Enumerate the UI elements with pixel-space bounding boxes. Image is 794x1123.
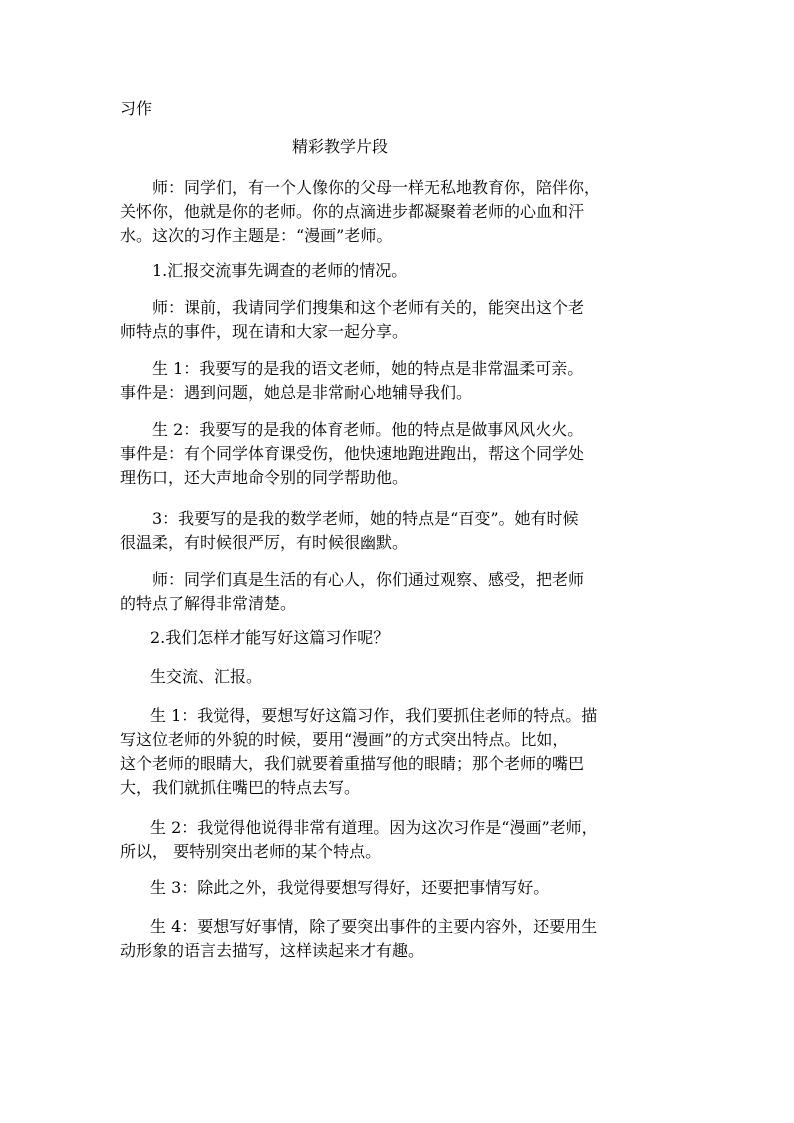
paragraph-line: 水。这次的习作主题是：“漫画”老师。 [120, 226, 393, 245]
paragraph-line: 1.汇报交流事先调查的老师的情况。 [152, 261, 408, 280]
paragraph-line: 关怀你，他就是你的老师。你的点滴进步都凝聚着老师的心血和汗 [120, 202, 585, 221]
section-heading: 习作 [120, 99, 153, 118]
paragraph-line: 事件是：遇到问题，她总是非常耐心地辅导我们。 [120, 383, 473, 402]
paragraph-line: 生 1：我觉得，要想写好这篇习作，我们要抓住老师的特点。描 [150, 706, 598, 725]
paragraph-line: 很温柔，有时候很严厉，有时候很幽默。 [120, 533, 409, 552]
paragraph-line: 这个老师的眼睛大，我们就要着重描写他的眼睛；那个老师的嘴巴 [120, 754, 585, 773]
paragraph-line: 动形象的语言去描写，这样读起来才有趣。 [120, 941, 425, 960]
paragraph-line: 所以， 要特别突出老师的某个特点。 [120, 842, 382, 861]
paragraph-teacher-summary [120, 568, 680, 616]
paragraph-line: 2.我们怎样才能写好这篇习作呢？ [150, 628, 390, 647]
paragraph-line: 3：我要写的是我的数学老师，她的特点是“百变”。她有时候 [152, 509, 579, 528]
paragraph-line: 师：课前，我请同学们搜集和这个老师有关的，能突出这个老 [152, 298, 585, 317]
paragraph-student-4-answer [120, 915, 680, 963]
paragraph-line: 的特点了解得非常清楚。 [120, 594, 297, 613]
paragraph-teacher-intro [120, 176, 680, 248]
paragraph-step-1 [120, 259, 680, 283]
paragraph-student-2 [120, 418, 680, 490]
paragraph-line: 师：同学们真是生活的有心人，你们通过观察、感受，把老师 [152, 570, 585, 589]
paragraph-line: 生 1：我要写的是我的语文老师，她的特点是非常温柔可亲。 [152, 359, 584, 378]
paragraph-line: 生 4：要想写好事情，除了要突出事件的主要内容外，还要用生 [150, 917, 598, 936]
paragraph-teacher-prompt [120, 296, 680, 344]
paragraph-line: 理伤口，还大声地命令别的同学帮助他。 [120, 468, 409, 487]
paragraph-student-1 [120, 357, 680, 405]
document-title: 精彩教学片段 [291, 137, 388, 156]
paragraph-line: 大，我们就抓住嘴巴的特点去写。 [120, 778, 361, 797]
paragraph-line: 事件是：有个同学体育课受伤，他快速地跑进跑出，帮这个同学处 [120, 444, 585, 463]
paragraph-line: 师：同学们，有一个人像你的父母一样无私地教育你，陪伴你， [152, 178, 601, 197]
paragraph-student-3-answer [120, 876, 680, 900]
paragraph-line: 生 2：我觉得他说得非常有道理。因为这次习作是“漫画”老师， [150, 818, 598, 837]
paragraph-step-2 [120, 626, 680, 650]
paragraph-line: 生交流、汇报。 [150, 667, 263, 686]
paragraph-student-1-answer [120, 704, 680, 800]
paragraph-line: 师特点的事件，现在请和大家一起分享。 [120, 322, 409, 341]
paragraph-student-3 [120, 507, 680, 555]
paragraph-student-exchange [120, 665, 680, 689]
paragraph-line: 生 2：我要写的是我的体育老师。他的特点是做事风风火火。 [152, 420, 584, 439]
paragraph-line: 写这位老师的外貌的时候，要用“漫画”的方式突出特点。比如， [120, 730, 569, 749]
paragraph-student-2-answer [120, 816, 680, 864]
paragraph-line: 生 3：除此之外，我觉得要想写得好，还要把事情写好。 [150, 878, 550, 897]
